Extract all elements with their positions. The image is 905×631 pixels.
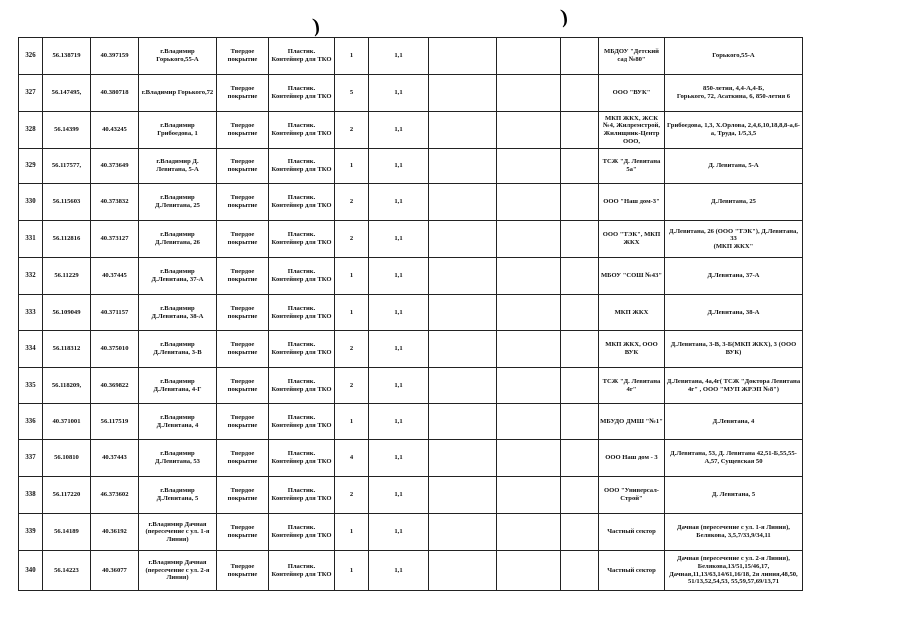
container-volume-cell: 1,1 — [369, 440, 429, 477]
address-cell: г.Владимир Д.Левитана, 4-Г — [139, 368, 217, 404]
waste-sources-cell: Горького,55-А — [665, 38, 803, 75]
container-type-cell: Пластик. Контейнер для ТКО — [269, 149, 335, 184]
table-row — [19, 295, 803, 331]
table-row — [19, 38, 803, 75]
row-number: 327 — [19, 75, 43, 112]
waste-sources-cell: Д.Левитана, 4 — [665, 404, 803, 440]
empty-cell — [429, 149, 497, 184]
empty-cell — [429, 295, 497, 331]
empty-cell — [561, 551, 599, 591]
container-volume-cell: 1,1 — [369, 112, 429, 149]
empty-cell — [497, 221, 561, 258]
surface-cell: Твердое покрытие — [217, 184, 269, 221]
table-row — [19, 75, 803, 112]
address-cell: г.Владимир Д.Левитана, 26 — [139, 221, 217, 258]
container-type-cell: Пластик. Контейнер для ТКО — [269, 440, 335, 477]
empty-cell — [497, 149, 561, 184]
empty-cell — [429, 38, 497, 75]
surface-cell: Твердое покрытие — [217, 75, 269, 112]
empty-cell — [429, 258, 497, 295]
container-type-cell: Пластик. Контейнер для ТКО — [269, 75, 335, 112]
container-volume-cell: 1,1 — [369, 221, 429, 258]
latitude-cell: 56.138719 — [43, 38, 91, 75]
owner-cell: МКП ЖКХ, ЖСК №4, Жилремстрой, Жилищник-Центр ООО, — [599, 112, 665, 149]
surface-cell: Твердое покрытие — [217, 440, 269, 477]
owner-cell: Частный сектор — [599, 514, 665, 551]
waste-sources-cell: Д.Левитана, 3-В, 3-Б(МКП ЖКХ), 3 (ООО ВУК) — [665, 331, 803, 368]
latitude-cell: 56.11229 — [43, 258, 91, 295]
table-row — [19, 184, 803, 221]
container-type-cell: Пластик. Контейнер для ТКО — [269, 221, 335, 258]
waste-sources-cell: Д.Левитана, 38-А — [665, 295, 803, 331]
empty-cell — [497, 75, 561, 112]
row-number: 333 — [19, 295, 43, 331]
waste-sources-cell: Д.Левитана, 37-А — [665, 258, 803, 295]
container-volume-cell: 1,1 — [369, 38, 429, 75]
surface-cell: Твердое покрытие — [217, 551, 269, 591]
handwritten-mark-right: ) — [559, 5, 570, 29]
empty-cell — [497, 112, 561, 149]
empty-cell — [561, 368, 599, 404]
container-count-cell: 1 — [335, 149, 369, 184]
empty-cell — [497, 477, 561, 514]
surface-cell: Твердое покрытие — [217, 38, 269, 75]
longitude-cell: 40.397159 — [91, 38, 139, 75]
longitude-cell: 40.369822 — [91, 368, 139, 404]
empty-cell — [497, 551, 561, 591]
empty-cell — [497, 404, 561, 440]
container-volume-cell: 1,1 — [369, 477, 429, 514]
container-volume-cell: 1,1 — [369, 149, 429, 184]
container-volume-cell: 1,1 — [369, 551, 429, 591]
address-cell: г.Владимир Горького,72 — [139, 75, 217, 112]
address-cell: г.Владимир Горького,55-А — [139, 38, 217, 75]
container-count-cell: 1 — [335, 258, 369, 295]
row-number: 335 — [19, 368, 43, 404]
container-volume-cell: 1,1 — [369, 184, 429, 221]
empty-cell — [497, 440, 561, 477]
handwritten-mark-left: ) — [311, 14, 322, 38]
waste-sources-cell: Д. Левитана, 5-А — [665, 149, 803, 184]
owner-cell: ТСЖ "Д. Левитана 5а" — [599, 149, 665, 184]
container-volume-cell: 1,1 — [369, 514, 429, 551]
longitude-cell: 40.380718 — [91, 75, 139, 112]
container-type-cell: Пластик. Контейнер для ТКО — [269, 258, 335, 295]
owner-cell: ООО "ТЭК", МКП ЖКХ — [599, 221, 665, 258]
container-count-cell: 1 — [335, 514, 369, 551]
surface-cell: Твердое покрытие — [217, 221, 269, 258]
surface-cell: Твердое покрытие — [217, 514, 269, 551]
container-sites-table — [18, 37, 803, 591]
address-cell: г.Владимир Д.Левитана, 37-А — [139, 258, 217, 295]
empty-cell — [561, 221, 599, 258]
longitude-cell: 40.36077 — [91, 551, 139, 591]
longitude-cell: 40.373127 — [91, 221, 139, 258]
surface-cell: Твердое покрытие — [217, 331, 269, 368]
empty-cell — [497, 184, 561, 221]
surface-cell: Твердое покрытие — [217, 258, 269, 295]
empty-cell — [497, 331, 561, 368]
row-number: 326 — [19, 38, 43, 75]
container-count-cell: 5 — [335, 75, 369, 112]
surface-cell: Твердое покрытие — [217, 295, 269, 331]
container-volume-cell: 1,1 — [369, 404, 429, 440]
container-volume-cell: 1,1 — [369, 258, 429, 295]
surface-cell: Твердое покрытие — [217, 368, 269, 404]
longitude-cell: 40.375010 — [91, 331, 139, 368]
container-type-cell: Пластик. Контейнер для ТКО — [269, 38, 335, 75]
table-row — [19, 477, 803, 514]
waste-sources-cell: Д. Левитана, 5 — [665, 477, 803, 514]
empty-cell — [429, 551, 497, 591]
waste-sources-cell: Д.Левитана, 4а,4г( ТСЖ "Доктора Левитана 4г" , ООО "МУП ЖРЭП №8") — [665, 368, 803, 404]
longitude-cell: 40.373649 — [91, 149, 139, 184]
longitude-cell: 56.117519 — [91, 404, 139, 440]
container-volume-cell: 1,1 — [369, 331, 429, 368]
container-type-cell: Пластик. Контейнер для ТКО — [269, 551, 335, 591]
empty-cell — [561, 75, 599, 112]
latitude-cell: 56.109049 — [43, 295, 91, 331]
table-row — [19, 368, 803, 404]
container-type-cell: Пластик. Контейнер для ТКО — [269, 184, 335, 221]
container-count-cell: 2 — [335, 477, 369, 514]
owner-cell: МБДОУ "Детский сад №80" — [599, 38, 665, 75]
latitude-cell: 56.14189 — [43, 514, 91, 551]
waste-sources-cell: Д.Левитана, 53, Д. Левитана 42,51-Б,55,55- А,57, Сущевская 50 — [665, 440, 803, 477]
empty-cell — [561, 477, 599, 514]
row-number: 331 — [19, 221, 43, 258]
container-count-cell: 1 — [335, 38, 369, 75]
address-cell: г.Владимир Дачная (пересечение с ул. 2-я Линия) — [139, 551, 217, 591]
empty-cell — [429, 184, 497, 221]
table-row — [19, 221, 803, 258]
longitude-cell: 40.36192 — [91, 514, 139, 551]
container-count-cell: 4 — [335, 440, 369, 477]
table-row — [19, 149, 803, 184]
empty-cell — [429, 221, 497, 258]
empty-cell — [497, 514, 561, 551]
table-row — [19, 112, 803, 149]
owner-cell: МКП ЖКХ, ООО ВУК — [599, 331, 665, 368]
table-row — [19, 440, 803, 477]
empty-cell — [429, 75, 497, 112]
longitude-cell: 40.371157 — [91, 295, 139, 331]
empty-cell — [561, 258, 599, 295]
empty-cell — [561, 38, 599, 75]
empty-cell — [497, 368, 561, 404]
address-cell: г.Владимир Д.Левитана, 25 — [139, 184, 217, 221]
address-cell: г.Владимир Дачная (пересечение с ул. 1-я Линия) — [139, 514, 217, 551]
surface-cell: Твердое покрытие — [217, 404, 269, 440]
latitude-cell: 56.115603 — [43, 184, 91, 221]
owner-cell: ООО "Наш дом-3" — [599, 184, 665, 221]
row-number: 328 — [19, 112, 43, 149]
container-count-cell: 1 — [335, 404, 369, 440]
waste-sources-cell: Дачная (пересечение с ул. 1-я Линия), Белякова, 3,5,7/33,9/34,11 — [665, 514, 803, 551]
container-count-cell: 2 — [335, 184, 369, 221]
table-row — [19, 551, 803, 591]
latitude-cell: 40.371001 — [43, 404, 91, 440]
address-cell: г.Владимир Д. Левитана, 5-А — [139, 149, 217, 184]
empty-cell — [561, 404, 599, 440]
row-number: 334 — [19, 331, 43, 368]
address-cell: г.Владимир Д.Левитана, 3-В — [139, 331, 217, 368]
empty-cell — [429, 404, 497, 440]
latitude-cell: 56.14223 — [43, 551, 91, 591]
waste-sources-cell: Д.Левитана, 26 (ООО "ТЭК"), Д.Левитана, 33 (МКП ЖКХ" — [665, 221, 803, 258]
empty-cell — [561, 149, 599, 184]
empty-cell — [561, 295, 599, 331]
surface-cell: Твердое покрытие — [217, 477, 269, 514]
latitude-cell: 56.14399 — [43, 112, 91, 149]
longitude-cell: 40.37443 — [91, 440, 139, 477]
address-cell: г.Владимир Д.Левитана, 4 — [139, 404, 217, 440]
waste-sources-cell: Д.Левитана, 25 — [665, 184, 803, 221]
longitude-cell: 40.373832 — [91, 184, 139, 221]
latitude-cell: 56.147495, — [43, 75, 91, 112]
latitude-cell: 56.118312 — [43, 331, 91, 368]
empty-cell — [561, 514, 599, 551]
row-number: 336 — [19, 404, 43, 440]
empty-cell — [561, 440, 599, 477]
latitude-cell: 56.117577, — [43, 149, 91, 184]
row-number: 340 — [19, 551, 43, 591]
container-count-cell: 2 — [335, 112, 369, 149]
container-volume-cell: 1,1 — [369, 295, 429, 331]
empty-cell — [497, 38, 561, 75]
row-number: 338 — [19, 477, 43, 514]
container-type-cell: Пластик. Контейнер для ТКО — [269, 404, 335, 440]
row-number: 339 — [19, 514, 43, 551]
row-number: 329 — [19, 149, 43, 184]
container-count-cell: 2 — [335, 368, 369, 404]
container-volume-cell: 1,1 — [369, 368, 429, 404]
container-count-cell: 1 — [335, 295, 369, 331]
latitude-cell: 56.118209, — [43, 368, 91, 404]
container-type-cell: Пластик. Контейнер для ТКО — [269, 514, 335, 551]
empty-cell — [561, 331, 599, 368]
empty-cell — [429, 368, 497, 404]
latitude-cell: 56.10810 — [43, 440, 91, 477]
empty-cell — [429, 331, 497, 368]
address-cell: г.Владимир Д.Левитана, 53 — [139, 440, 217, 477]
longitude-cell: 46.373602 — [91, 477, 139, 514]
surface-cell: Твердое покрытие — [217, 112, 269, 149]
row-number: 337 — [19, 440, 43, 477]
table-row — [19, 258, 803, 295]
table-row — [19, 514, 803, 551]
container-count-cell: 1 — [335, 551, 369, 591]
longitude-cell: 40.37445 — [91, 258, 139, 295]
owner-cell: МКП ЖКХ — [599, 295, 665, 331]
table-row — [19, 331, 803, 368]
empty-cell — [429, 477, 497, 514]
empty-cell — [429, 112, 497, 149]
container-count-cell: 2 — [335, 331, 369, 368]
owner-cell: ООО Наш дом - 3 — [599, 440, 665, 477]
container-type-cell: Пластик. Контейнер для ТКО — [269, 368, 335, 404]
owner-cell: ТСЖ "Д. Левитана 4г" — [599, 368, 665, 404]
waste-sources-cell: Дачная (пересечение с ул. 2-я Линия), Белякова,13/51,15/46,17, Дачная,11,13/63,14/61,16/18, 2я линия,48,50, 51/13,52,54,53, 55,59,57,69/13,71 — [665, 551, 803, 591]
address-cell: г.Владимир Д.Левитана, 5 — [139, 477, 217, 514]
latitude-cell: 56.117220 — [43, 477, 91, 514]
container-count-cell: 2 — [335, 221, 369, 258]
surface-cell: Твердое покрытие — [217, 149, 269, 184]
waste-sources-cell: 850-летия, 4,4-А,4-Б, Горького, 72, Асаткина, 6, 850-летия 6 — [665, 75, 803, 112]
waste-sources-cell: Грибоедова, 1,3, Х.Орлова, 2,4,6,10,18,8,8-а,6- а, Труда, 1/5,3,5 — [665, 112, 803, 149]
empty-cell — [561, 112, 599, 149]
empty-cell — [429, 514, 497, 551]
address-cell: г.Владимир Грибоедова, 1 — [139, 112, 217, 149]
latitude-cell: 56.112816 — [43, 221, 91, 258]
empty-cell — [561, 184, 599, 221]
empty-cell — [497, 295, 561, 331]
owner-cell: МБУДО ДМШ "№1" — [599, 404, 665, 440]
table-row — [19, 404, 803, 440]
empty-cell — [429, 440, 497, 477]
empty-cell — [497, 258, 561, 295]
row-number: 332 — [19, 258, 43, 295]
owner-cell: ООО "ВУК" — [599, 75, 665, 112]
container-type-cell: Пластик. Контейнер для ТКО — [269, 477, 335, 514]
owner-cell: МБОУ "СОШ №43" — [599, 258, 665, 295]
container-volume-cell: 1,1 — [369, 75, 429, 112]
owner-cell: Частный сектор — [599, 551, 665, 591]
row-number: 330 — [19, 184, 43, 221]
longitude-cell: 40.43245 — [91, 112, 139, 149]
container-type-cell: Пластик. Контейнер для ТКО — [269, 295, 335, 331]
owner-cell: ООО "Универсал- Строй" — [599, 477, 665, 514]
container-type-cell: Пластик. Контейнер для ТКО — [269, 112, 335, 149]
address-cell: г.Владимир Д.Левитана, 38-А — [139, 295, 217, 331]
container-type-cell: Пластик. Контейнер для ТКО — [269, 331, 335, 368]
